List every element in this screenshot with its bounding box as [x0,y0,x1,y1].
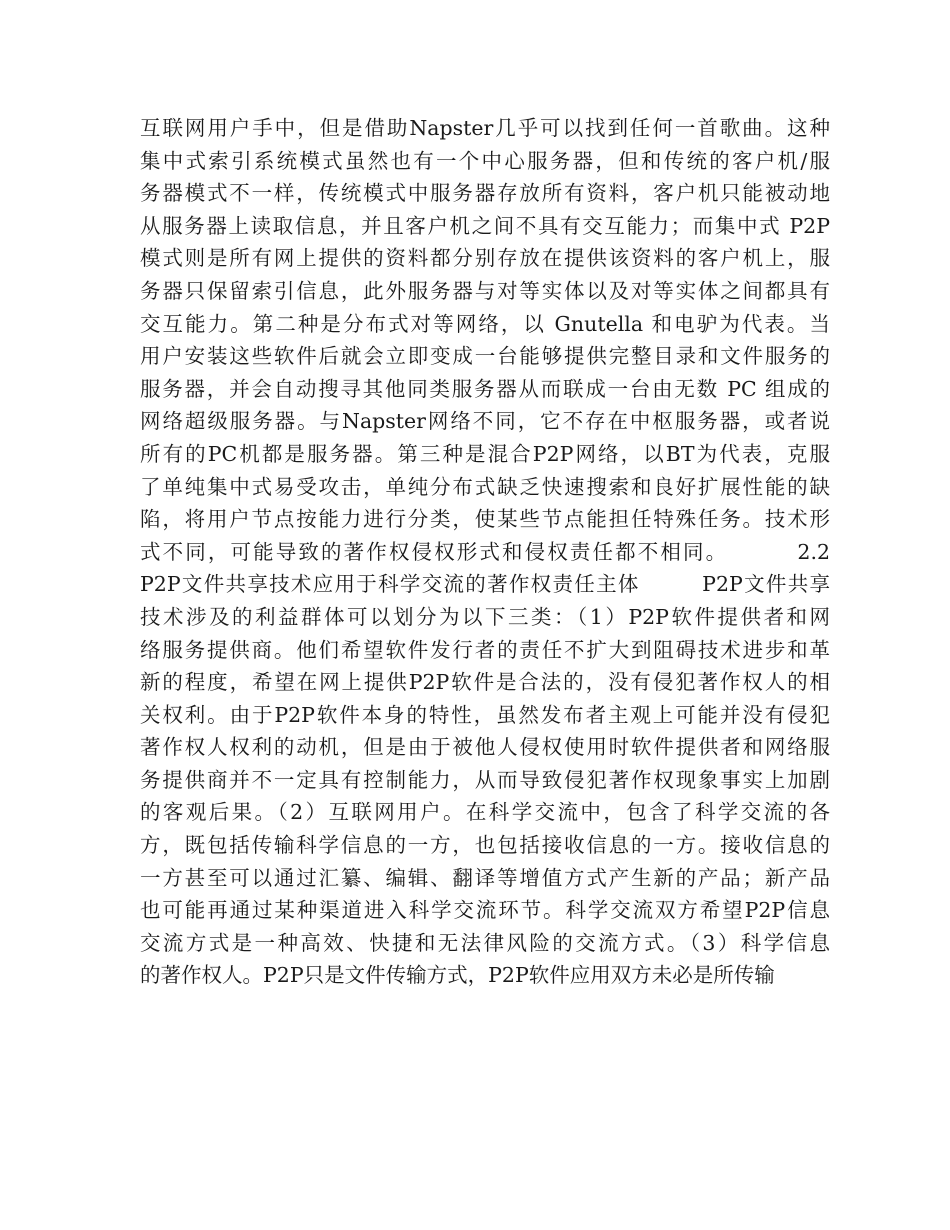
text-line-20: 著作权人权利的动机，但是由于被他人侵权使用时软件提供者和网络服 [140,735,830,760]
text-line-5: 模式则是所有网上提供的资料都分别存放在提供该资料的客户机上，服 [140,246,830,271]
text-line-22: 的客观后果。（2）互联网用户。在科学交流中，包含了科学交流的各 [140,800,830,825]
body-text [140,112,830,992]
text-line-4: 从服务器上读取信息，并且客户机之间不具有交互能力；而集中式 P2P [140,213,830,238]
text-line-15: P2P文件共享技术应用于科学交流的著作权责任主体 P2P文件共享 [140,572,830,597]
text-line-24: 一方甚至可以通过汇纂、编辑、翻译等增值方式产生新的产品；新产品 [140,865,830,890]
text-line-8: 用户安装这些软件后就会立即变成一台能够提供完整目录和文件服务的 [140,344,830,369]
text-line-26: 交流方式是一种高效、快捷和无法律风险的交流方式。（3）科学信息 [140,930,830,955]
text-line-19: 关权利。由于P2P软件本身的特性，虽然发布者主观上可能并没有侵犯 [140,702,830,727]
text-line-21: 务提供商并不一定具有控制能力，从而导致侵犯著作权现象事实上加剧 [140,767,830,792]
text-line-27: 的著作权人。P2P只是文件传输方式，P2P软件应用双方未必是所传输 [140,963,775,988]
text-line-14: 式不同，可能导致的著作权侵权形式和侵权责任都不相同。 2.2 [140,539,830,564]
text-line-11: 所有的PC机都是服务器。第三种是混合P2P网络，以BT为代表，克服 [140,441,830,466]
text-line-2: 集中式索引系统模式虽然也有一个中心服务器，但和传统的客户机/服 [140,148,830,173]
text-line-12: 了单纯集中式易受攻击，单纯分布式缺乏快速搜索和良好扩展性能的缺 [140,474,830,499]
text-line-23: 方，既包括传输科学信息的一方，也包括接收信息的一方。接收信息的 [140,833,830,858]
text-line-9: 服务器，并会自动搜寻其他同类服务器从而联成一台由无数 PC 组成的 [140,376,830,401]
text-line-13: 陷，将用户节点按能力进行分类，使某些节点能担任特殊任务。技术形 [140,507,830,532]
text-line-25: 也可能再通过某种渠道进入科学交流环节。科学交流双方希望P2P信息 [140,898,830,923]
text-line-18: 新的程度，希望在网上提供P2P软件是合法的，没有侵犯著作权人的相 [140,670,830,695]
text-line-16: 技术涉及的利益群体可以划分为以下三类：（1）P2P软件提供者和网 [140,604,830,629]
text-line-7: 交互能力。第二种是分布式对等网络，以 Gnutella 和电驴为代表。当 [140,311,830,336]
text-line-17: 络服务提供商。他们希望软件发行者的责任不扩大到阻碍技术进步和革 [140,637,830,662]
text-line-10: 网络超级服务器。与Napster网络不同，它不存在中枢服务器，或者说 [140,409,830,434]
text-line-6: 务器只保留索引信息，此外服务器与对等实体以及对等实体之间都具有 [140,278,830,303]
text-line-3: 务器模式不一样，传统模式中服务器存放所有资料，客户机只能被动地 [140,181,830,206]
text-line-1: 互联网用户手中，但是借助Napster几乎可以找到任何一首歌曲。这种 [140,116,830,140]
